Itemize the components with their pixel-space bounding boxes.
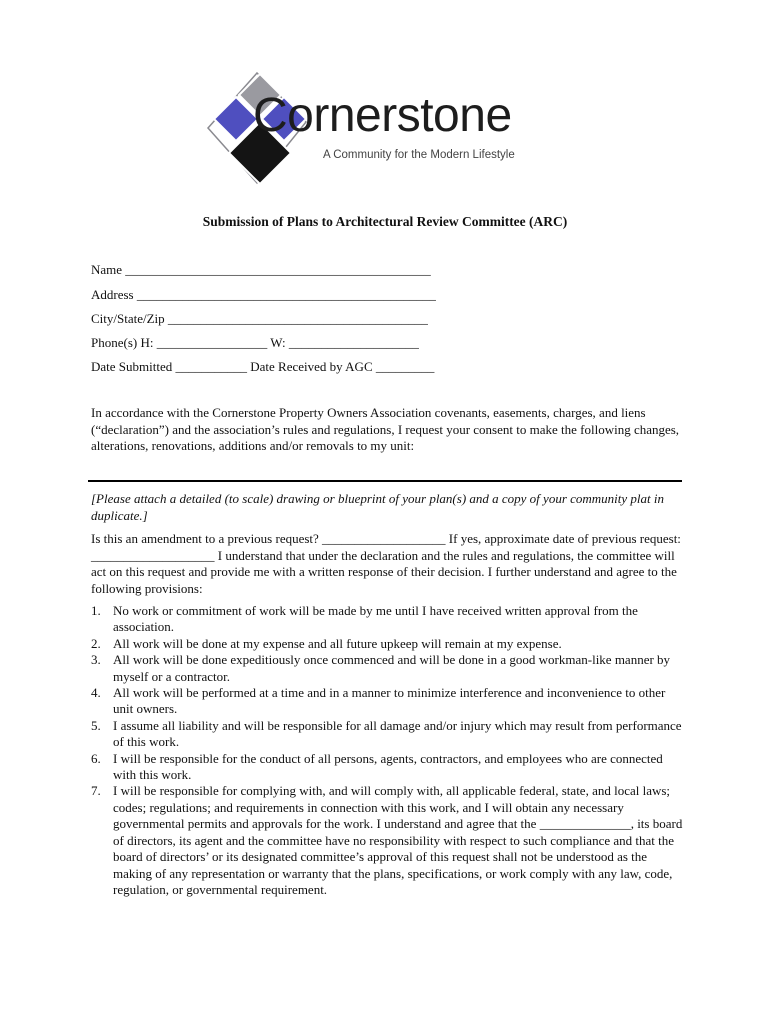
list-item: 5. I assume all liability and will be responsible for all damage and/or injury which may result from performance of this work. [91, 717, 682, 750]
city-state-zip-field[interactable]: City/State/Zip ________________________________________ [91, 311, 428, 326]
list-item: 6. I will be responsible for the conduct of all persons, agents, contractors, and employees who are connected with this work. [91, 750, 663, 783]
amendment-paragraph: Is this an amendment to a previous request? ___________________ If yes, approximate date of previous request: ___________________ I understand that under the declaration and the rules and regulations, the committee will act on this request and provide me with a written response of their decision. I further understand and agree to the following provisions: [91, 531, 681, 596]
intro-paragraph: In accordance with the Cornerstone Property Owners Association covenants, easements, charges, and liens (“declaration”) and the association’s rules and regulations, I request your consent to make the following changes, alterations, renovations, additions and/or removals to my unit: [91, 405, 680, 453]
form-title: Submission of Plans to Architectural Review Committee (ARC) [202, 214, 568, 229]
address-field[interactable]: Address ______________________________________________ [91, 287, 436, 302]
divider [88, 480, 682, 482]
list-item: 7. I will be responsible for complying with, and will comply with, all applicable federal, state, and local laws; codes; regulations; and requirements in connection with this work, and I will obtain any necessary governmental permits and approvals for the work. I understand and agree that the ______________, its board of directors, its agent and the committee have no responsibility with respect to such compliance and that the board of directors’ or its designated committee’s approval of this request shall not be understood as the making of any representation or warranty that the plans, specifications, or work comply with any law, code, regulation, or governmental requirement. [91, 783, 683, 897]
brand-text: Cornerstone [253, 89, 512, 142]
cornerstone-logo [205, 70, 565, 190]
list-item: 4. All work will be performed at a time and in a manner to minimize interference and inconvenience to other unit owners. [91, 685, 666, 717]
logo-tagline: A Community for the Modern Lifestyle [323, 149, 515, 161]
date-fields[interactable]: Date Submitted ___________ Date Received by AGC _________ [91, 359, 435, 374]
phone-field[interactable]: Phone(s) H: _________________ W: ____________________ [91, 335, 419, 350]
list-item: 3. All work will be done expeditiously once commenced and will be done in a good workman-like manner by myself or a contractor. [91, 652, 671, 684]
provisions-list [91, 603, 683, 898]
list-item: 2. All work will be done at my expense and all future upkeep will remain at my expense. [91, 635, 562, 651]
name-field[interactable]: Name _______________________________________________ [91, 262, 431, 277]
list-item: 1. No work or commitment of work will be made by me until I have received written approval from the association. [91, 603, 638, 635]
attach-note: [Please attach a detailed (to scale) drawing or blueprint of your plan(s) and a copy of your community plat in duplicate.] [91, 491, 665, 523]
